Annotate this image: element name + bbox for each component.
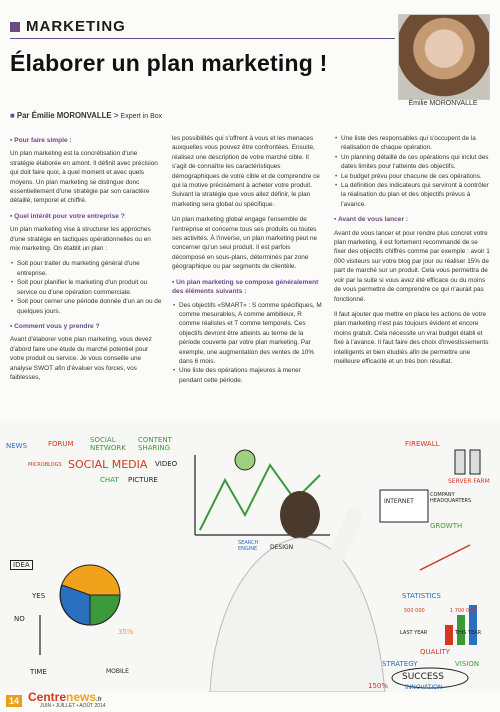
heading-composition: ▪ Un plan marketing se compose généralement des éléments suivants : <box>172 278 319 296</box>
doodle-forum: FORUM <box>48 440 74 448</box>
paragraph: Un plan marketing global engage l'ensemble de l'entreprise et concerne tous ses produits ou toutes ses activités. À l'inverse, un plan marketing peut ne concerner qu'un seul produit. Il est parfois décomposé en sous-plans, déterminés par zone géographique ou par segments de clientèle. <box>172 216 318 271</box>
logo-part-b: news <box>66 690 97 704</box>
globe-icon <box>235 450 255 470</box>
doodle-150pct: 150% <box>368 682 389 690</box>
page-number: 14 <box>6 695 22 707</box>
doodle-firewall: FIREWALL <box>405 440 440 448</box>
bullet-list <box>10 259 162 315</box>
doodle-social-network: SOCIAL NETWORK <box>90 436 126 452</box>
doodle-success: SUCCESS <box>402 672 444 682</box>
doodle-content-sharing: CONTENT SHARING <box>138 436 172 452</box>
doodle-statistics: STATISTICS <box>402 592 441 600</box>
doodle-chat: CHAT <box>100 476 119 484</box>
heading-comment: ▪ Comment vous y prendre ? <box>10 322 100 330</box>
paragraph: Un plan marketing vise à structurer les approches d'une stratégie en tactiques opérationnelles ou en mix marketing. On établit un plan : <box>10 226 151 253</box>
section-header <box>10 18 126 35</box>
column-2 <box>172 134 324 391</box>
doodle-value-1: 500 000 <box>404 608 425 614</box>
column-3 <box>334 134 490 372</box>
list-item: • Des objectifs «SMART» : S comme spécifiques, M comme mesurables, A comme ambitieux, R comme réalistes et T comme temporels. Ces objectifs devront être atteints au terme de la période couverte par votre plan marketing. Par exemple, une augmentation des ventes de 10% dans 6 mois. <box>179 301 324 367</box>
businessman-figure <box>210 491 385 692</box>
section-rule <box>10 38 395 39</box>
doodle-last-year: LAST YEAR <box>400 630 428 636</box>
section-marker <box>10 22 20 32</box>
list-item: • Soit pour traiter du marketing général d'une entreprise. <box>17 259 162 278</box>
list-item: • Soit pour cerner une période donnée d'un an ou de quelques jours. <box>17 297 162 316</box>
list-item: • Une liste des responsables qui s'occupent de la réalisation de chaque opération. <box>341 134 490 153</box>
byline-author: Par Émilie MORONVALLE <box>16 111 112 120</box>
logo-suffix: .fr <box>96 697 103 703</box>
doodle-video: VIDEO <box>155 460 178 468</box>
doodle-strategy: STRATEGY <box>382 660 418 668</box>
list-item: • Une liste des opérations majeures à mener pendant cette période. <box>179 366 324 385</box>
pie-chart-doodle <box>60 565 120 625</box>
edition-date: JUIN • JUILLET • AOÛT 2014 <box>40 703 106 709</box>
column-1 <box>10 134 162 388</box>
monitor-icon <box>380 490 428 522</box>
heading-interet: ▪ Quel intérêt pour votre entreprise ? <box>10 212 125 220</box>
paragraph: Avant d'élaborer votre plan marketing, vous devez d'abord faire une étude du marché potentiel pour votre produit ou service. Je vous conseille une analyse SWOT afin d'évaluer vos forces, vos faiblesses, <box>10 336 152 381</box>
author-photo <box>398 14 490 100</box>
whiteboard-illustration <box>0 420 500 692</box>
doodle-internet: INTERNET <box>384 498 414 505</box>
list-item: • Soit pour planifier le marketing d'un produit ou service ou d'une opération commerciale. <box>17 278 162 297</box>
bullet-list <box>334 134 490 209</box>
byline-arrow-icon: ■ <box>10 111 17 120</box>
doodle-no: NO <box>14 615 25 623</box>
doodle-news: NEWS <box>6 442 28 450</box>
section-label: MARKETING <box>26 18 126 35</box>
doodle-this-year: THIS YEAR <box>455 630 482 636</box>
doodle-microblogs: MICROBLOGS <box>28 462 62 468</box>
doodle-server-farm: SERVER FARM <box>448 478 490 485</box>
heading-avant: ▪ Avant de vous lancer : <box>334 216 409 224</box>
byline <box>10 111 162 120</box>
article-title: Élaborer un plan marketing ! <box>10 50 328 76</box>
doodle-innovation: INNOVATION <box>405 684 443 691</box>
paragraph: les possibilités qui s'offrent à vous et les menaces auxquelles vous pouvez être confrontées. Ensuite, réalisez une description de votre marché cible. Il s'agit de connaître les caractéristiques démographiques de votre cible et de comprendre ce qui la motive précisément à acheter votre produit. Suivant la stratégie que vous allez définir, le plan marketing sera global ou spécifique. <box>172 135 320 208</box>
server-icon <box>455 450 465 474</box>
doodle-search: SEARCH ENGINE <box>238 540 259 552</box>
doodle-mobile: MOBILE <box>106 668 129 675</box>
list-item: • Le budget prévu pour chacune de ces opérations. <box>341 172 490 181</box>
magazine-logo <box>28 690 102 704</box>
doodle-vision: VISION <box>455 660 480 668</box>
logo-part-a: Centre <box>28 690 67 704</box>
doodle-company: COMPANY HEADQUARTERS <box>430 492 472 504</box>
doodle-growth: GROWTH <box>430 522 463 530</box>
doodle-value-2: 1 700 000 <box>450 608 476 614</box>
doodle-quality: QUALITY <box>420 648 450 656</box>
doodle-35pct: 35% <box>118 628 134 636</box>
heading-pour-faire-simple: ▪ Pour faire simple : <box>10 137 72 144</box>
doodle-design: DESIGN <box>270 544 294 551</box>
doodle-social-media: SOCIAL MEDIA <box>68 458 148 471</box>
doodle-picture: PICTURE <box>128 476 158 484</box>
paragraph: Il faut ajouter que mettre en place les actions de votre plan marketing n'est pas toujours évident et encore moins gratuit. Cela nécessite un vrai budget établi et fixé à l'avance. Il faut faire des choix d'investissements intelligents et bien étudiés afin de permettre une meilleure efficacité et un très bon résultat. <box>334 310 489 365</box>
paragraph: Un plan marketing est la concrétisation d'une stratégie élaborée en amont. Il définit avec précision qui doit faire quoi, à quel moment et avec quels moyens. Un plan marketing se distingue donc essentiellement d'une stratégie par son caractère détaillé, temporel et chiffré. <box>10 150 158 205</box>
doodle-time: TIME <box>30 668 47 676</box>
byline-role: Expert in Box <box>120 113 163 120</box>
bullet-list <box>172 301 324 386</box>
author-photo-caption: Émilie MORONVALLE <box>408 100 478 107</box>
list-item: • La définition des indicateurs qui serviront à contrôler la réalisation du plan et des objectifs prévus à l'avance. <box>341 181 490 209</box>
byline-chevron-icon: > <box>113 111 119 120</box>
doodle-idea: IDEA <box>10 560 33 570</box>
doodle-yes: YES <box>32 592 46 600</box>
paragraph: Avant de vous lancer et pour rendre plus concret votre plan marketing, il est fortement recommandé de se fixer des objectifs chiffrés comme par exemple : avoir 1 000 visiteurs sur votre blog par jour ou réaliser 15% de part de marché sur un produit. Cela vous permettra de voir par la suite si vous avez été efficace ou du moins de vous permettre de comprendre ce qui n'aurait pas fonctionné. <box>334 229 490 303</box>
list-item: • Un planning détaillé de ces opérations qui inclut des dates limites pour l'atteinte des objectifs. <box>341 153 490 172</box>
